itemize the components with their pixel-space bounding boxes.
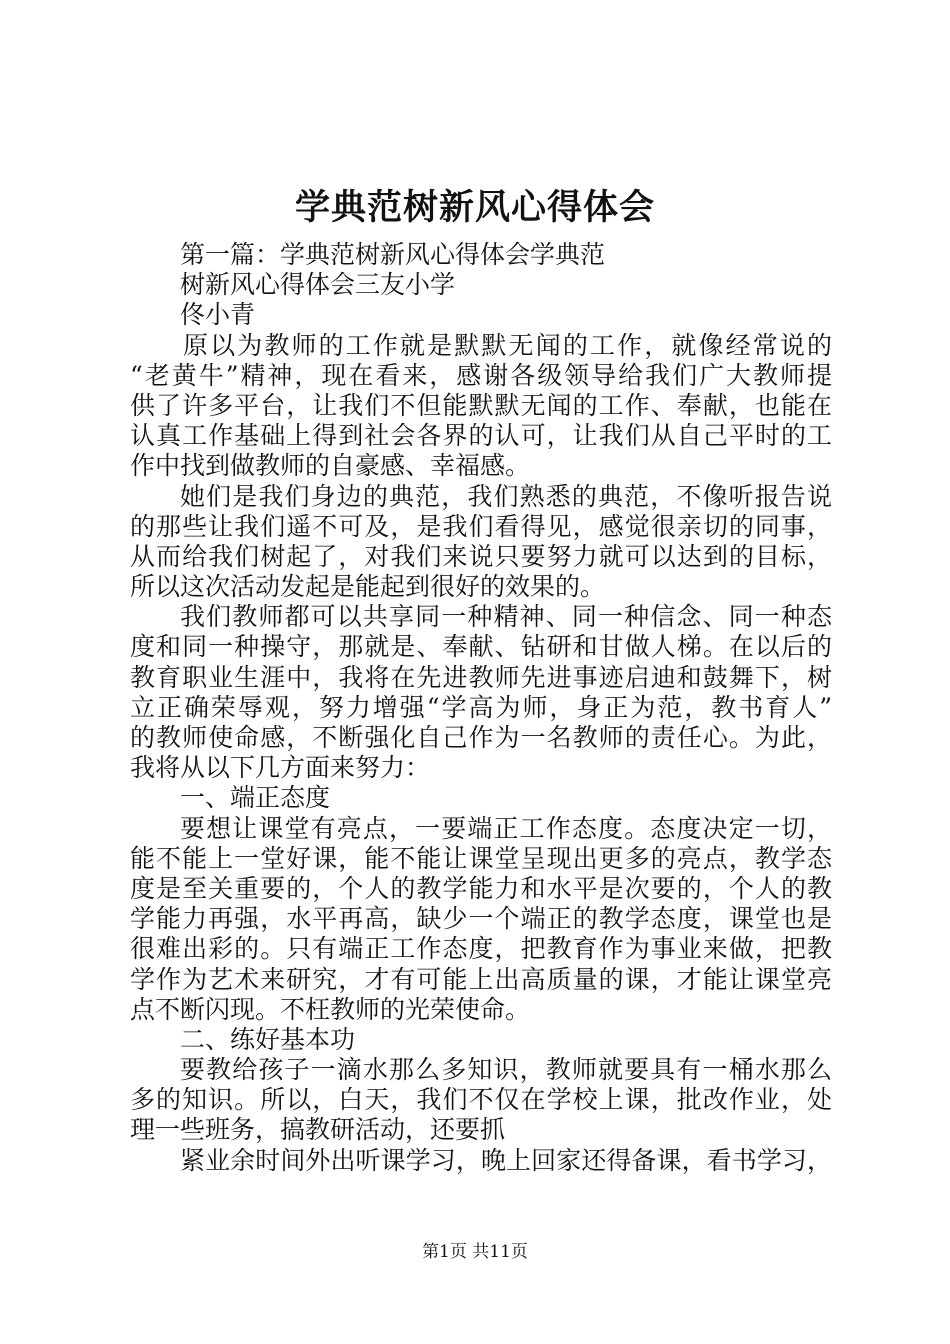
text-line: 度是至关重要的，个人的教学能力和水平是次要的，个人的教 [130, 873, 832, 903]
text-line: 我将从以下几方面来努力： [130, 753, 431, 783]
text-line: 点不断闪现。不枉教师的光荣使命。 [130, 994, 531, 1024]
document-title: 学典范树新风心得体会 [294, 187, 655, 228]
text-line: 第一篇：学典范树新风心得体会学典范 [180, 240, 606, 269]
text-line: 从而给我们树起了，对我们来说只要努力就可以达到的目标， [130, 541, 832, 571]
text-line: 认真工作基础上得到社会各界的认可，让我们从自己平时的工 [130, 421, 832, 451]
text-line: 学能力再强，水平再高，缺少一个端正的教学态度，课堂也是 [130, 904, 832, 934]
text-line: 作中找到做教师的自豪感、幸福感。 [130, 451, 531, 481]
text-line: 她们是我们身边的典范，我们熟悉的典范，不像听报告说 [180, 481, 832, 511]
text-line: 多的知识。所以，白天，我们不仅在学校上课，批改作业，处 [130, 1085, 832, 1115]
text-line: 很难出彩的。只有端正工作态度，把教育作为事业来做，把教 [130, 934, 832, 964]
text-line: 理一些班务，搞教研活动，还要抓 [130, 1115, 506, 1145]
text-line: 树新风心得体会三友小学 [180, 270, 456, 300]
text-line: 一、端正态度 [180, 783, 331, 813]
text-line: 学作为艺术来研究，才有可能上出高质量的课，才能让课堂亮 [130, 964, 832, 994]
text-line: 立正确荣辱观，努力增强“学高为师，身正为范，教书育人” [130, 692, 832, 722]
text-line: 佟小青 [180, 300, 256, 330]
text-line: 二、练好基本功 [180, 1024, 356, 1054]
text-line: “老黄牛”精神，现在看来，感谢各级领导给我们广大教师提 [130, 360, 832, 390]
text-line: 的教师使命感，不断强化自己作为一名教师的责任心。为此， [130, 723, 832, 752]
text-line: 要教给孩子一滴水那么多知识，教师就要具有一桶水那么 [180, 1055, 832, 1085]
text-line: 教育职业生涯中，我将在先进教师先进事迹启迪和鼓舞下，树 [130, 662, 832, 692]
text-line: 度和同一种操守，那就是、奉献、钻研和甘做人梯。在以后的 [130, 632, 832, 662]
text-line: 所以这次活动发起是能起到很好的效果的。 [130, 572, 606, 602]
text-line: 要想让课堂有亮点，一要端正工作态度。态度决定一切， [180, 813, 832, 843]
text-line: 原以为教师的工作就是默默无闻的工作，就像经常说的 [183, 330, 832, 360]
page-footer: 第1页 共11页 [422, 1242, 528, 1262]
text-line: 供了许多平台，让我们不但能默默无闻的工作、奉献，也能在 [130, 390, 832, 420]
text-line: 的那些让我们遥不可及，是我们看得见，感觉很亲切的同事， [130, 511, 832, 541]
text-line: 能不能上一堂好课，能不能让课堂呈现出更多的亮点，教学态 [130, 843, 832, 873]
document-body [130, 240, 832, 1176]
text-line: 我们教师都可以共享同一种精神、同一种信念、同一种态 [180, 602, 832, 632]
text-line: 紧业余时间外出听课学习，晚上回家还得备课，看书学习， [180, 1145, 832, 1175]
